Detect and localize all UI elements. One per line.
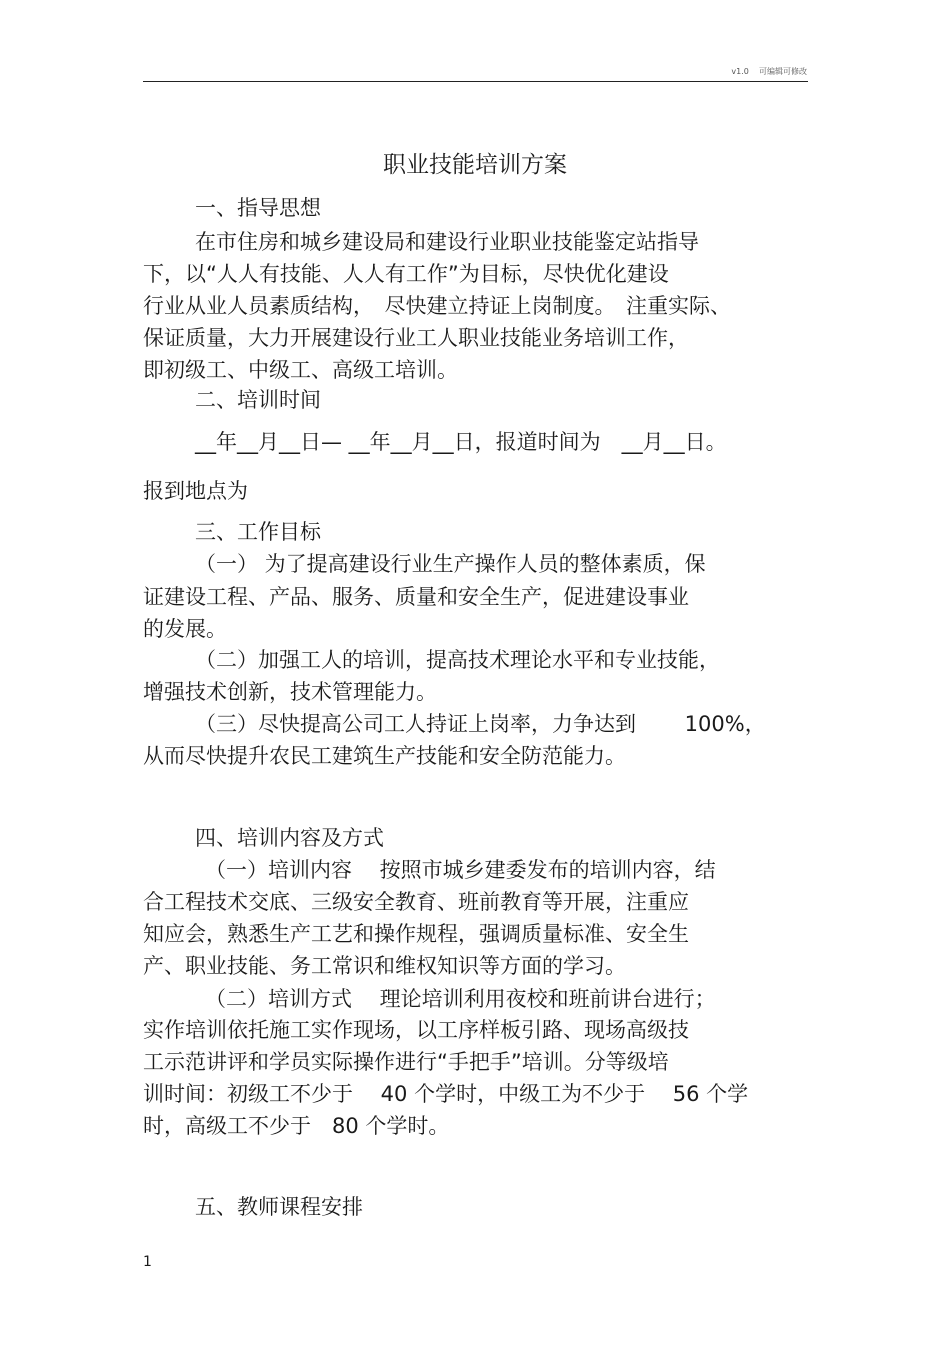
section-heading-4: 四、培训内容及方式 (195, 826, 384, 850)
section-heading-2: 二、培训时间 (195, 388, 321, 412)
paragraph-line: （一） 为了提高建设行业生产操作人员的整体素质，保 (195, 552, 706, 576)
header-note: 可编辑可修改 (759, 67, 807, 76)
paragraph-line: 时，高级工不少于 80 个学时。 (143, 1114, 450, 1138)
paragraph-line: （三）尽快提高公司工人持证上岗率，力争达到 100%， (195, 712, 766, 736)
paragraph-line: 证建设工程、产品、服务、质量和安全生产，促进建设事业 (143, 585, 689, 609)
paragraph-line: 从而尽快提升农民工建筑生产技能和安全防范能力。 (143, 744, 626, 768)
section-heading-1: 一、指导思想 (195, 196, 321, 220)
header-version: v1.0 (731, 67, 749, 76)
paragraph-line: 报到地点为 (143, 479, 248, 503)
paragraph-line: 实作培训依托施工实作现场，以工序样板引路、现场高级技 (143, 1018, 689, 1042)
paragraph-line: __年__月__日— __年__月__日，报道时间为 __月__日。 (195, 430, 727, 454)
paragraph-line: （二）加强工人的培训，提高技术理论水平和专业技能， (195, 648, 720, 672)
paragraph-line: 产、职业技能、务工常识和维权知识等方面的学习。 (143, 954, 626, 978)
page-header (731, 66, 807, 77)
paragraph-line: 知应会，熟悉生产工艺和操作规程，强调质量标准、安全生 (143, 922, 689, 946)
header-rule (143, 81, 808, 82)
paragraph-line: 在市住房和城乡建设局和建设行业职业技能鉴定站指导 (195, 230, 699, 254)
section-heading-5: 五、教师课程安排 (195, 1195, 363, 1219)
paragraph-line: 保证质量，大力开展建设行业工人职业技能业务培训工作， (143, 326, 689, 350)
paragraph-line: （一）培训内容 按照市城乡建委发布的培训内容，结 (205, 858, 716, 882)
page-number: 1 (143, 1254, 152, 1270)
section-heading-3: 三、工作目标 (195, 520, 321, 544)
paragraph-line: 下，以“人人有技能、人人有工作”为目标，尽快优化建设 (143, 262, 669, 286)
document-title: 职业技能培训方案 (383, 152, 567, 178)
paragraph-line: 工示范讲评和学员实际操作进行“手把手”培训。分等级培 (143, 1050, 669, 1074)
paragraph-line: 训时间：初级工不少于 40 个学时，中级工为不少于 56 个学 (143, 1082, 749, 1106)
paragraph-line: 即初级工、中级工、高级工培训。 (143, 358, 458, 382)
paragraph-line: 合工程技术交底、三级安全教育、班前教育等开展，注重应 (143, 890, 689, 914)
paragraph-line: 增强技术创新，技术管理能力。 (143, 680, 437, 704)
paragraph-line: 的发展。 (143, 617, 227, 641)
paragraph-line: 行业从业人员素质结构， 尽快建立持证上岗制度。 注重实际、 (143, 294, 731, 318)
paragraph-line: （二）培训方式 理论培训利用夜校和班前讲台进行； (205, 987, 716, 1011)
